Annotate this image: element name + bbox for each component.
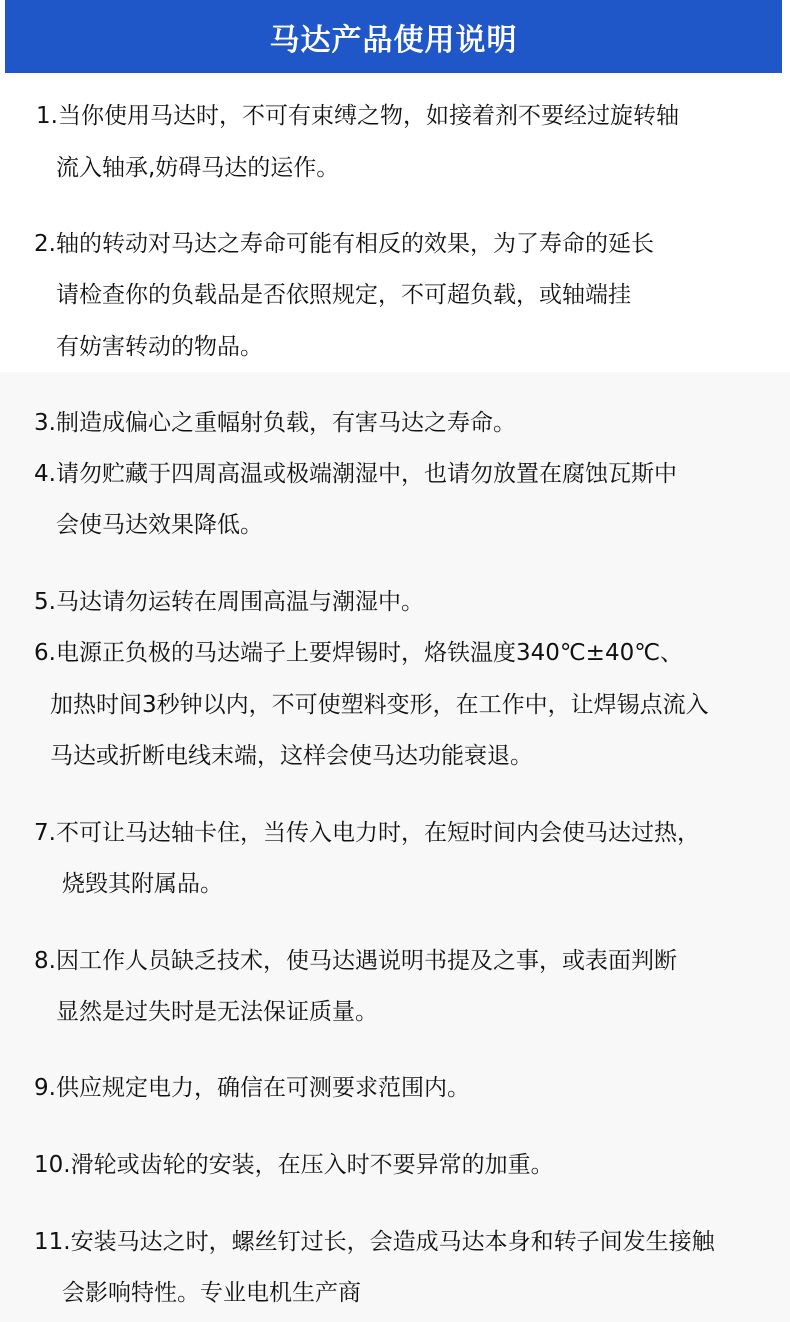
note-6-line-1: 6.电源正负极的马达端子上要焊锡时，烙铁温度340℃±40℃、 bbox=[34, 640, 684, 666]
note-11-line-2: 会影响特性。专业电机生产商 bbox=[62, 1280, 361, 1306]
note-2-line-1: 2.轴的转动对马达之寿命可能有相反的效果，为了寿命的延长 bbox=[34, 231, 654, 257]
note-7-line-2: 烧毁其附属品。 bbox=[62, 871, 223, 897]
title-banner bbox=[5, 0, 782, 73]
note-8-line-2: 显然是过失时是无法保证质量。 bbox=[56, 999, 378, 1025]
note-4-line-2: 会使马达效果降低。 bbox=[56, 512, 263, 538]
note-2-line-3: 有妨害转动的物品。 bbox=[56, 334, 263, 360]
note-1-line-1: 1.当你使用马达时，不可有束缚之物，如接着剂不要经过旋转轴 bbox=[36, 103, 679, 129]
note-8-line-1: 8.因工作人员缺乏技术，使马达遇说明书提及之事，或表面判断 bbox=[34, 948, 677, 974]
note-11-line-1: 11.安装马达之时，螺丝钉过长，会造成马达本身和转子间发生接触 bbox=[34, 1229, 715, 1255]
note-3-line-1: 3.制造成偏心之重幅射负载，有害马达之寿命。 bbox=[34, 410, 516, 436]
note-6-line-2: 加热时间3秒钟以内，不可使塑料变形，在工作中，让焊锡点流入 bbox=[50, 692, 709, 718]
note-7-line-1: 7.不可让马达轴卡住，当传入电力时，在短时间内会使马达过热， bbox=[34, 820, 700, 846]
note-10-line-1: 10.滑轮或齿轮的安装，在压入时不要异常的加重。 bbox=[34, 1152, 554, 1178]
note-4-line-1: 4.请勿贮藏于四周高温或极端潮湿中，也请勿放置在腐蚀瓦斯中 bbox=[34, 461, 677, 487]
note-2-line-2: 请检查你的负载品是否依照规定，不可超负载，或轴端挂 bbox=[56, 282, 631, 308]
note-9-line-1: 9.供应规定电力，确信在可测要求范围内。 bbox=[34, 1075, 470, 1101]
note-6-line-3: 马达或折断电线末端，这样会使马达功能衰退。 bbox=[50, 743, 533, 769]
note-1-line-2: 流入轴承,妨碍马达的运作。 bbox=[56, 155, 340, 181]
page-title: 马达产品使用说明 bbox=[269, 22, 518, 58]
note-5-line-1: 5.马达请勿运转在周围高温与潮湿中。 bbox=[34, 589, 424, 615]
